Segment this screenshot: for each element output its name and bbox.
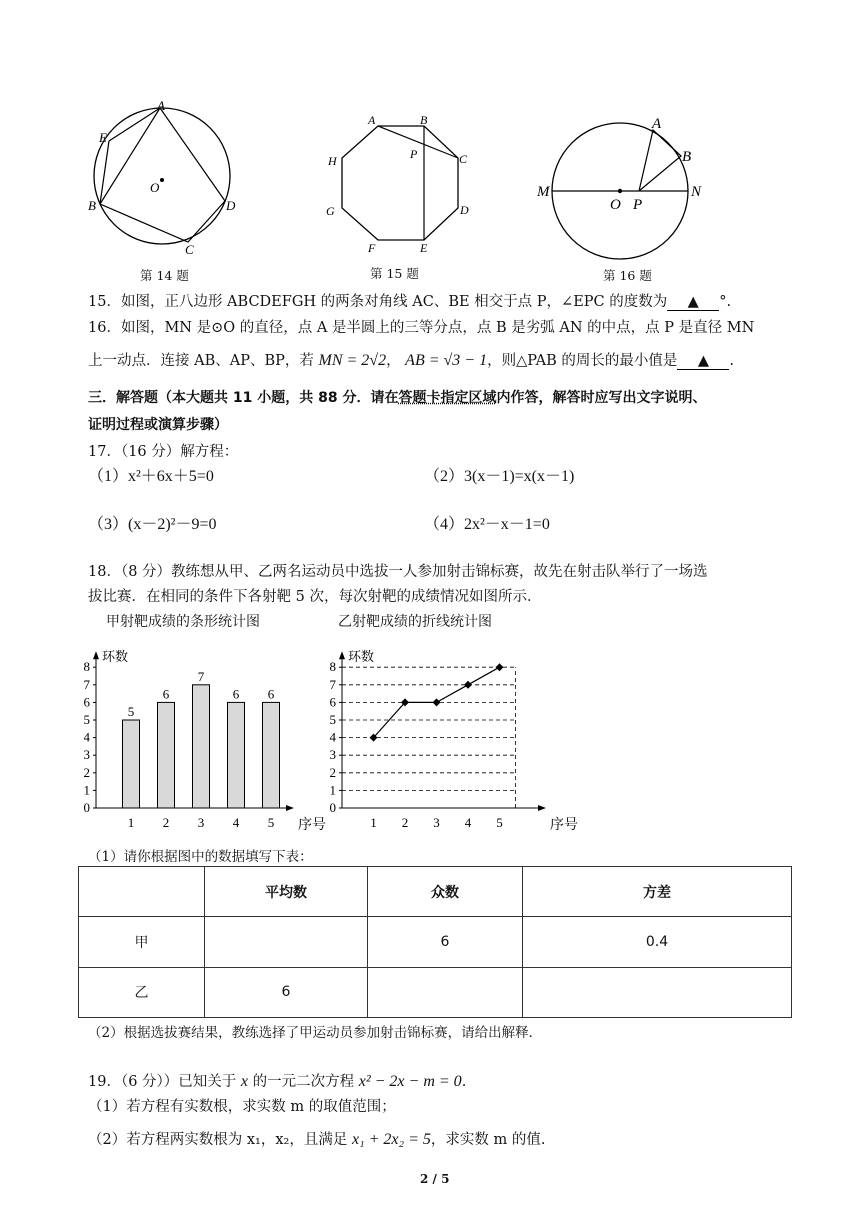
q19-part2: [88, 1128, 545, 1149]
y-tick-label: 8: [83, 659, 90, 675]
y-tick-label: 2: [83, 764, 90, 780]
fig15-label-h: H: [328, 154, 337, 168]
fig14-label-d: D: [226, 198, 236, 213]
q15-text: 15．如图，正八边形 ABCDEFGH 的两条对角线 AC、BE 相交于点 P，∠EPC 的度数为: [88, 294, 668, 310]
fig16-caption: 第 16 题: [603, 268, 652, 283]
q17-part1: （1）x²＋6x＋5=0: [88, 468, 214, 485]
q19-condition: x₁ + 2x₂ = 5: [351, 1131, 431, 1148]
table-cell: 6: [205, 967, 368, 1017]
bar: [193, 685, 210, 808]
q17-part2: （2）3(x－1)=x(x－1): [424, 468, 575, 485]
bar-value-label: 7: [197, 668, 205, 684]
fig16-label-b: B: [682, 149, 692, 165]
q19-text-a: 19．（6 分））已知关于: [88, 1074, 237, 1090]
figure-15: [318, 108, 478, 258]
fig14-label-e: E: [99, 130, 107, 145]
fig14-label-c: C: [185, 242, 194, 257]
x-axis-label: 序号: [550, 818, 578, 833]
q19-text-b: 的一元二次方程: [252, 1074, 355, 1090]
y-tick-label: 5: [83, 712, 90, 727]
q19-equation: x² − 2x − m = 0: [358, 1073, 462, 1090]
table-row: [79, 967, 792, 1017]
y-tick-label: 0: [83, 800, 90, 815]
table-row: [79, 917, 792, 967]
fig15-label-p: P: [410, 147, 418, 161]
q17-part4: （4）2x²－x－1=0: [424, 516, 550, 533]
figure-16: [535, 112, 715, 262]
table-header-cell: 平均数: [205, 867, 368, 917]
x-tick-label: 1: [370, 815, 377, 830]
fig15-label-b: B: [420, 113, 428, 127]
bar-chart-title: 甲射靶成绩的条形统计图: [106, 614, 260, 630]
table-cell: [523, 967, 792, 1017]
table-cell: 6: [368, 917, 523, 967]
y-tick-label: 5: [329, 712, 336, 727]
table-header-cell: [79, 867, 205, 917]
fig15-label-d: D: [460, 203, 469, 217]
section-3-text-a: 三．解答题（本大题共 11 小题，共 88 分．请在: [88, 390, 399, 406]
y-tick-label: 3: [329, 747, 336, 763]
x-tick-label: 3: [433, 815, 440, 830]
y-tick-label: 2: [329, 764, 336, 780]
line-chart-title: 乙射靶成绩的折线统计图: [338, 614, 492, 630]
fig15-caption: 第 15 题: [370, 266, 419, 281]
y-tick-label: 7: [329, 676, 336, 692]
y-tick-label: 1: [329, 782, 336, 798]
q19-part2-text-b: ，求实数 m 的值.: [430, 1132, 546, 1148]
section-3-text-b: 内作答，解答时应写出文字说明、: [496, 390, 707, 406]
y-tick-label: 6: [329, 694, 336, 710]
fig15-label-e: E: [420, 241, 428, 255]
question-19-line1: [88, 1070, 466, 1091]
y-tick-label: 4: [83, 729, 90, 745]
bar: [123, 720, 140, 808]
stats-table: [78, 866, 792, 1018]
y-tick-label: 7: [83, 676, 90, 692]
table-header-cell: 方差: [523, 867, 792, 917]
fig16-label-a: A: [652, 116, 662, 132]
question-18-line2: 拔比赛．在相同的条件下各射靶 5 次，每次射靶的成绩情况如图所示．: [88, 589, 542, 605]
y-axis-arrow: [93, 651, 99, 659]
fig15-label-a: A: [368, 113, 376, 127]
fig15-label-c: C: [459, 152, 468, 166]
y-tick-label: 4: [329, 729, 336, 745]
q16-ab-expr: AB = √3 − 1: [405, 352, 488, 369]
question-16-line1: 16．如图，MN 是⊙O 的直径，点 A 是半圆上的三等分点，点 B 是劣弧 AN 的中点，点 P 是直径 MN: [88, 320, 755, 336]
question-15: [88, 290, 731, 311]
y-tick-label: 3: [83, 747, 90, 763]
fig16-label-n: N: [691, 184, 702, 200]
q19-var: x: [240, 1073, 249, 1090]
q16-sep: ，: [386, 353, 401, 369]
table-cell: 甲: [79, 917, 205, 967]
line-chart: [310, 640, 578, 840]
x-axis-label: 序号: [298, 818, 326, 833]
fig14-label-a: A: [157, 98, 165, 113]
y-tick-label: 6: [83, 694, 90, 710]
fig16-label-m: M: [537, 184, 550, 200]
q16-line2a: 上一动点．连接 AB、AP、BP，若: [88, 353, 314, 369]
fig14-label-b: B: [88, 198, 96, 213]
bar: [228, 702, 245, 808]
q18-part2: （2）根据选拔赛结果，教练选择了甲运动员参加射击锦标赛，请给出解释．: [88, 1025, 543, 1041]
q16-suffix: .: [729, 353, 735, 369]
fig14-label-o: O: [150, 180, 160, 195]
q17-part3: （3）(x－2)²－9=0: [88, 516, 217, 533]
x-axis-arrow: [286, 805, 294, 811]
y-tick-label: 8: [329, 659, 336, 675]
q19-text-c: .: [461, 1074, 467, 1090]
q18-part1: （1）请你根据图中的数据填写下表：: [88, 849, 313, 865]
x-tick-label: 5: [496, 815, 503, 830]
section-3-heading-line2: 证明过程或演算步骤）: [88, 417, 228, 433]
fig14-caption: 第 14 题: [140, 268, 189, 283]
x-tick-label: 2: [401, 815, 409, 830]
x-tick-label: 4: [232, 815, 240, 830]
bar: [158, 702, 175, 808]
x-tick-label: 3: [197, 815, 205, 830]
bar-value-label: 6: [162, 686, 170, 702]
y-tick-label: 0: [329, 800, 336, 815]
y-tick-label: 1: [83, 782, 90, 798]
q19-part2-text-a: （2）若方程两实数根为 x₁，x₂，且满足: [88, 1132, 348, 1148]
q16-line2b: ，则△PAB 的周长的最小值是: [487, 353, 678, 369]
table-header-cell: 众数: [368, 867, 523, 917]
fig15-label-f: F: [368, 241, 376, 255]
q15-suffix: °.: [719, 294, 732, 310]
question-16-line2: [88, 349, 734, 370]
section-3-dotted: 答题卡指定区域: [398, 390, 497, 406]
figure-14: [82, 96, 252, 256]
q15-answer-blank: ▲: [667, 294, 719, 311]
fig16-label-p: P: [633, 197, 643, 213]
q16-answer-blank: ▲: [677, 353, 729, 370]
data-point: [433, 698, 441, 706]
fig15-label-g: G: [326, 204, 335, 218]
table-cell: 0.4: [523, 917, 792, 967]
bar-value-label: 6: [232, 686, 240, 702]
x-axis-arrow: [538, 805, 546, 811]
bar-value-label: 5: [127, 704, 135, 719]
table-cell: 乙: [79, 967, 205, 1017]
y-axis-label: 环数: [348, 649, 375, 665]
x-tick-label: 2: [162, 815, 170, 830]
x-tick-label: 4: [464, 815, 472, 830]
q19-part1: （1）若方程有实数根，求实数 m 的取值范围；: [88, 1099, 396, 1115]
y-axis-label: 环数: [102, 649, 129, 665]
bar: [263, 702, 280, 808]
bar-value-label: 6: [267, 686, 275, 702]
question-18-line1: 18．（8 分）教练想从甲、乙两名运动员中选拔一人参加射击锦标赛，故先在射击队举行了一场选: [88, 564, 708, 580]
table-cell: [205, 917, 368, 967]
x-tick-label: 5: [267, 815, 275, 830]
x-tick-label: 1: [127, 815, 135, 830]
page-number: 2 / 5: [420, 1172, 450, 1186]
question-17-head: 17．（16 分）解方程：: [88, 444, 239, 460]
table-header-row: [79, 867, 792, 917]
fig16-label-o: O: [610, 197, 621, 213]
q16-mn-expr: MN = 2√2: [318, 352, 387, 369]
data-point: [496, 663, 504, 671]
section-3-heading: [88, 387, 706, 407]
table-cell: [368, 967, 523, 1017]
y-axis-arrow: [339, 651, 345, 659]
data-point: [464, 681, 472, 689]
bar-chart: [70, 640, 326, 840]
